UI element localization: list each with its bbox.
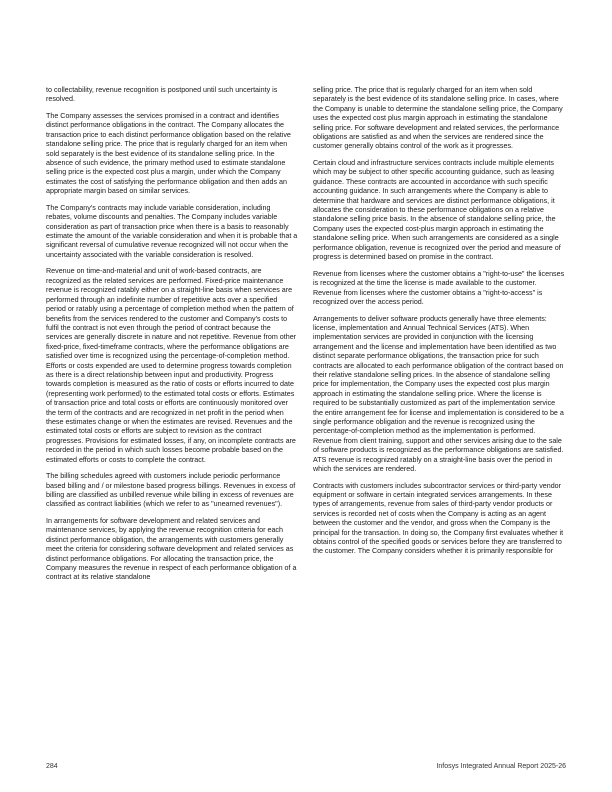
page-number: 284 [46,763,58,770]
right-text-column [313,86,565,564]
paragraph: The Company's contracts may include variable consideration, including rebates, volume discounts and penalties. The Company includes variable consideration as part of transaction price when there is a basis to reasonably estimate the amount of the variable consideration and when it is probable that a significant reversal of cumulative revenue recognized will not occur when the uncertainty associated with the variable consideration is resolved. [46,203,298,259]
page-footer [46,763,566,770]
paragraph: Contracts with customers includes subcontractor services or third-party vendor equipment or software in certain integrated services arrangements. In these types of arrangements, revenue from sales of third-party vendor products or services is recorded net of costs when the Company is acting as an agent between the customer and the vendor, and gross when the Company is the principal for the transaction. In doing so, the Company first evaluates whether it obtains control of the specified goods or services before they are transferred to the customer. The Company considers whether it is primarily responsible for [313,481,564,556]
report-title: Infosys Integrated Annual Report 2025-26 [436,763,566,770]
paragraph: In arrangements for software development and related services and maintenance services, by applying the revenue recognition criteria for each distinct performance obligation, the arrangements with customers generally meet the criteria for considering software development and related services as distinct performance obligations. For allocating the transaction price, the Company measures the revenue in respect of each performance obligation of a contract at its relative standalone [46,517,297,582]
paragraph: to collectability, revenue recognition is postponed until such uncertainty is resolved. [46,86,278,104]
paragraph: The billing schedules agreed with customers include periodic performance based billing and / or milestone based progress billings. Revenues in excess of billing are classified as unbilled revenue while billing in excess of revenues are classified as contract liabilities (which we refer to as "unearned revenues"). [46,472,296,509]
paragraph: The Company assesses the services promised in a contract and identifies distinct performance obligations in the contract. The Company allocates the transaction price to each distinct performance obligation based on the relative standalone selling price. The price that is regularly charged for an item when sold separately is the best evidence of its standalone selling price. In the absence of such evidence, the primary method used to estimate standalone selling price is the expected cost plus a margin, under which the Company estimates the cost of satisfying the performance obligation and then adds an appropriate margin based on similar services. [46,112,291,196]
paragraph: Certain cloud and infrastructure services contracts include multiple elements which may be subject to other specific accounting guidance, such as leasing guidance. These contracts are accounted in accordance with such specific accounting guidance. In such arrangements where the Company is able to determine that hardware and services are distinct performance obligations, it allocates the consideration to these performance obligations on a relative standalone selling price basis. In the absence of standalone selling price, the Company uses the expected cost-plus margin approach in estimating the standalone selling price. When such arrangements are considered as a single performance obligation, revenue is recognized over the period and measure of progress is determined based on promise in the contract. [313,159,561,262]
left-text-column [46,86,298,590]
paragraph: Revenue from licenses where the customer obtains a "right-to-use" the licenses is recognized at the time the license is made available to the customer. Revenue from licenses where the customer obtains a "right-to-access" is recognized over the access period. [313,269,565,306]
paragraph: Revenue on time-and-material and unit of work-based contracts, are recognized as the related services are performed. Fixed-price maintenance revenue is recognized ratably either on a straight-line basis when services are performed through an indefinite number of repetitive acts over a specified period or ratably using a percentage of completion method when the pattern of benefits from the services rendered to the customer and Company's costs to fulfil the contract is not even through the period of contract because the services are generally discrete in nature and not repetitive. Revenue from other fixed-price, fixed-timeframe contracts, where the performance obligations are satisfied over time is recognized using the percentage-of-completion method. Efforts or costs expended are used to determine progress towards completion as there is a direct relationship between input and productivity. Progress towards completion is measured as the ratio of costs or efforts incurred to date (representing work performed) to the estimated total costs or efforts. Estimates of transaction price and total costs or efforts are continuously monitored over the term of the contracts and are recognized in net profit in the period when these estimates change or when the estimates are revised. Revenues and the estimated total costs or efforts are subject to revision as the contract progresses. Provisions for estimated losses, if any, on incomplete contracts are recorded in the period in which such losses become probable based on the estimated efforts or costs to complete the contract. [46,267,297,464]
paragraph: selling price. The price that is regularly charged for an item when sold separately is the best evidence of its standalone selling price. In cases, where the Company is unable to determine the standalone selling price, the Company uses the expected cost plus margin approach in estimating the standalone selling price. For software development and related services, the performance obligations are satisfied as and when the services are rendered since the customer generally obtains control of the work as it progresses. [313,86,563,151]
paragraph: Arrangements to deliver software products generally have three elements: license, implementation and Annual Technical Services (ATS). When implementation services are provided in conjunction with the licensing arrangement and the license and implementation have been identified as two distinct separate performance obligations, the transaction price for such contracts are allocated to each performance obligation of the contract based on their relative standalone selling prices. In the absence of standalone selling price for implementation, the Company uses the expected cost plus margin approach in estimating the standalone selling price. Where the license is required to be substantially customized as part of the implementation service the entire arrangement fee for license and implementation is considered to be a single performance obligation and the revenue is recognized using the percentage-of-completion method as the implementation is performed. Revenue from client training, support and other services arising due to the sale of software products is recognized as the performance obligations are satisfied. ATS revenue is recognized ratably on a straight-line basis over the period in which the services are rendered. [313,314,564,473]
